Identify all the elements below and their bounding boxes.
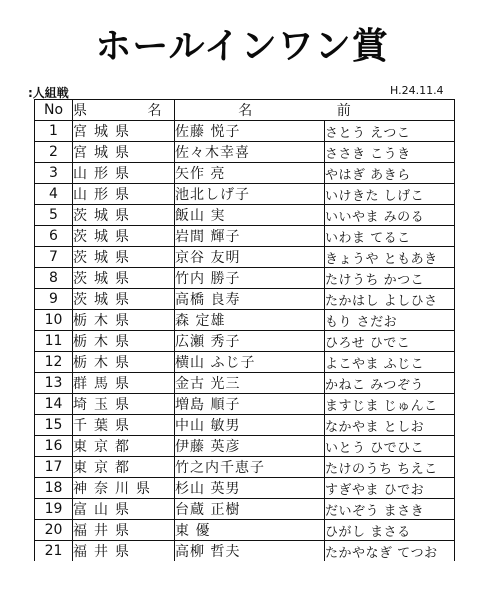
cell-reading: さとう えつこ: [325, 121, 455, 142]
header-name: 名 前: [175, 100, 455, 121]
cell-reading: かねこ みつぞう: [325, 373, 455, 394]
table-row: [35, 520, 455, 541]
cell-reading: たけうち かつこ: [325, 268, 455, 289]
table-body: [35, 121, 455, 562]
cell-prefecture: 茨城県: [73, 247, 175, 268]
cell-reading: やはぎ あきら: [325, 163, 455, 184]
cell-no: 2: [35, 142, 73, 163]
cell-prefecture: 宮城県: [73, 121, 175, 142]
cell-prefecture: 東京都: [73, 436, 175, 457]
cell-no: 15: [35, 415, 73, 436]
header-prefecture: 県 名: [73, 100, 175, 121]
winners-table: [34, 99, 455, 561]
cell-name: 竹之内千恵子: [175, 457, 325, 478]
cell-prefecture: 山形県: [73, 184, 175, 205]
cell-reading: ますじま じゅんこ: [325, 394, 455, 415]
table-row: [35, 310, 455, 331]
cell-no: 16: [35, 436, 73, 457]
cell-no: 19: [35, 499, 73, 520]
cell-name: 東 優: [175, 520, 325, 541]
cell-name: 森 定雄: [175, 310, 325, 331]
table-row: [35, 247, 455, 268]
cell-reading: いとう ひでひこ: [325, 436, 455, 457]
cell-prefecture: 千葉県: [73, 415, 175, 436]
table-row: [35, 163, 455, 184]
cell-prefecture: 栃木県: [73, 331, 175, 352]
table-row: [35, 499, 455, 520]
table-row: [35, 394, 455, 415]
cell-name: 高橋 良寿: [175, 289, 325, 310]
cell-reading: ひろせ ひでこ: [325, 331, 455, 352]
table-header-row: [35, 100, 455, 121]
cell-no: 5: [35, 205, 73, 226]
cell-reading: いわま てるこ: [325, 226, 455, 247]
header-no: No: [35, 100, 73, 121]
table-row: [35, 121, 455, 142]
table-row: [35, 478, 455, 499]
cell-no: 21: [35, 541, 73, 562]
page-title: ホールインワン賞: [95, 25, 389, 67]
cell-no: 12: [35, 352, 73, 373]
cell-name: 矢作 亮: [175, 163, 325, 184]
cell-prefecture: 茨城県: [73, 268, 175, 289]
table-row: [35, 352, 455, 373]
cell-name: 岩間 輝子: [175, 226, 325, 247]
cell-reading: よこやま ふじこ: [325, 352, 455, 373]
table-row: [35, 331, 455, 352]
cell-name: 広瀬 秀子: [175, 331, 325, 352]
cell-no: 10: [35, 310, 73, 331]
table-row: [35, 289, 455, 310]
cell-no: 9: [35, 289, 73, 310]
table-row: [35, 415, 455, 436]
cell-name: 竹内 勝子: [175, 268, 325, 289]
cell-name: 京谷 友明: [175, 247, 325, 268]
cell-name: 佐藤 悦子: [175, 121, 325, 142]
cell-prefecture: 埼玉県: [73, 394, 175, 415]
cell-reading: たけのうち ちえこ: [325, 457, 455, 478]
cell-name: 中山 敏男: [175, 415, 325, 436]
date-label: H.24.11.4: [390, 84, 444, 97]
cell-prefecture: 富山県: [73, 499, 175, 520]
cell-name: 佐々木幸喜: [175, 142, 325, 163]
table-row: [35, 457, 455, 478]
cell-reading: たかやなぎ てつお: [325, 541, 455, 562]
cell-no: 4: [35, 184, 73, 205]
cell-prefecture: 群馬県: [73, 373, 175, 394]
cell-no: 17: [35, 457, 73, 478]
cell-reading: もり さだお: [325, 310, 455, 331]
cell-name: 高柳 哲夫: [175, 541, 325, 562]
cell-no: 13: [35, 373, 73, 394]
cell-name: 金古 光三: [175, 373, 325, 394]
cell-reading: なかやま としお: [325, 415, 455, 436]
cell-no: 3: [35, 163, 73, 184]
cell-prefecture: 栃木県: [73, 352, 175, 373]
cell-name: 台蔵 正樹: [175, 499, 325, 520]
table-row: [35, 142, 455, 163]
cell-no: 18: [35, 478, 73, 499]
cell-name: 伊藤 英彦: [175, 436, 325, 457]
cell-prefecture: 栃木県: [73, 310, 175, 331]
table-row: [35, 205, 455, 226]
table-row: [35, 268, 455, 289]
cell-no: 8: [35, 268, 73, 289]
cell-no: 11: [35, 331, 73, 352]
table-row: [35, 184, 455, 205]
cell-prefecture: 福井県: [73, 520, 175, 541]
cell-reading: ささき こうき: [325, 142, 455, 163]
cell-reading: たかはし よしひさ: [325, 289, 455, 310]
cell-prefecture: 茨城県: [73, 226, 175, 247]
cell-no: 6: [35, 226, 73, 247]
cell-prefecture: 福井県: [73, 541, 175, 562]
cell-name: 池北しげ子: [175, 184, 325, 205]
cell-prefecture: 宮城県: [73, 142, 175, 163]
cell-no: 7: [35, 247, 73, 268]
cell-name: 杉山 英男: [175, 478, 325, 499]
cell-reading: いいやま みのる: [325, 205, 455, 226]
cell-prefecture: 山形県: [73, 163, 175, 184]
cell-reading: だいぞう まさき: [325, 499, 455, 520]
cell-reading: いけきた しげこ: [325, 184, 455, 205]
table-row: [35, 226, 455, 247]
cell-no: 14: [35, 394, 73, 415]
cell-prefecture: 神奈川県: [73, 478, 175, 499]
cell-name: 飯山 実: [175, 205, 325, 226]
cell-reading: ひがし まさる: [325, 520, 455, 541]
table-row: [35, 373, 455, 394]
cell-name: 増島 順子: [175, 394, 325, 415]
category-label: :人組戦: [28, 86, 69, 100]
table-row: [35, 541, 455, 562]
table-row: [35, 436, 455, 457]
cell-reading: きょうや ともあき: [325, 247, 455, 268]
cell-no: 1: [35, 121, 73, 142]
cell-prefecture: 茨城県: [73, 289, 175, 310]
cell-name: 横山 ふじ子: [175, 352, 325, 373]
cell-reading: すぎやま ひでお: [325, 478, 455, 499]
cell-no: 20: [35, 520, 73, 541]
cell-prefecture: 東京都: [73, 457, 175, 478]
cell-prefecture: 茨城県: [73, 205, 175, 226]
